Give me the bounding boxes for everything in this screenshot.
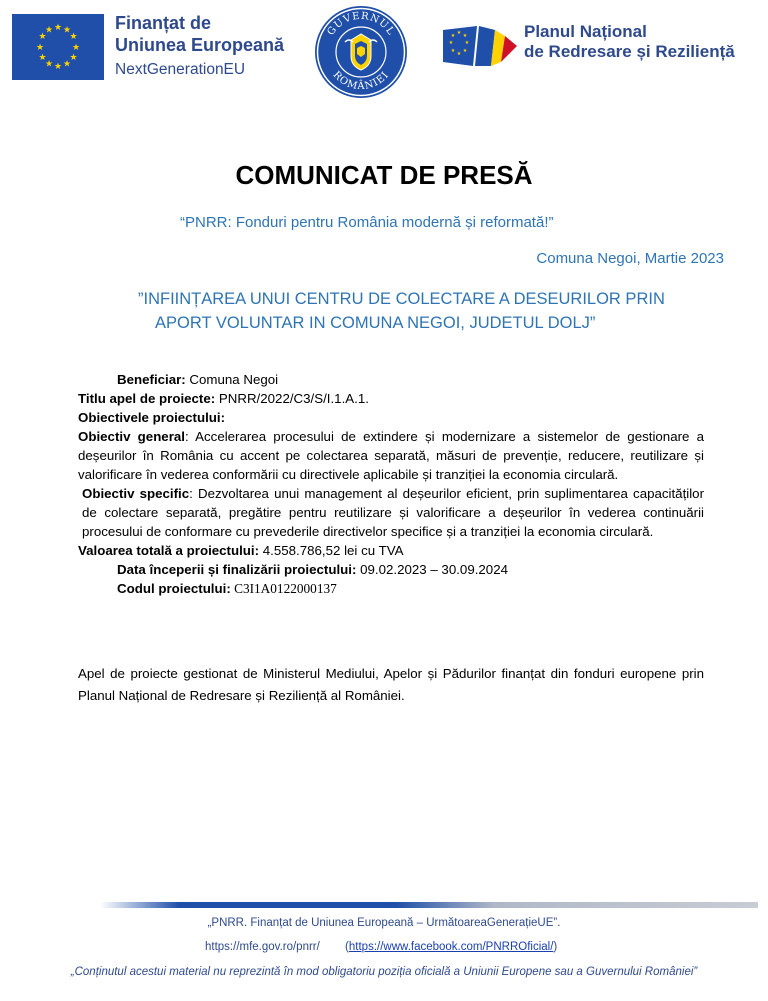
project-details [78,370,704,598]
closing-paragraph: Apel de proiecte gestionat de Ministerul Mediului, Apelor și Pădurilor finanțat din fonduri europene prin Planul Național de Redresare și Reziliență al României. [78,666,704,703]
svg-text:★: ★ [38,53,47,63]
press-release-subtitle: “PNRR: Fonduri pentru România modernă și reformată!” [180,214,554,231]
svg-text:★: ★ [53,23,63,33]
general-objective-paragraph [78,427,704,484]
project-title [100,287,740,335]
dates-value: 09.02.2023 – 30.09.2024 [356,562,508,577]
eu-funding-line3: NextGenerationEU [115,61,246,78]
svg-text:★: ★ [450,48,456,54]
location-date: Comuna Negoi, Martie 2023 [536,250,724,267]
footer-slogan: „PNRR. Finanțat de Uniunea Europeană – UrmătoareaGenerațieUE”. [207,917,561,929]
svg-text:★: ★ [462,33,468,39]
svg-text:ROMÂNIEI: ROMÂNIEI [330,69,392,93]
dates-label: Data începerii și finalizării proiectului: [117,562,357,577]
svg-text:★: ★ [450,33,456,39]
pnrr-logo-icon [443,22,517,70]
svg-text:★: ★ [35,43,45,53]
call-title-label: Titlu apel de proiecte: [78,391,216,406]
project-code-row [78,579,704,598]
svg-text:★: ★ [456,30,462,36]
project-title-line1: ”INFIINȚAREA UNUI CENTRU DE COLECTARE A DESEURILOR PRIN [138,290,665,308]
eu-funding-text [115,12,305,82]
total-value: 4.558.786,52 lei cu TVA [259,543,404,558]
facebook-link-open: ( [345,941,349,953]
press-release-title: COMUNICAT DE PRESĂ [235,160,533,190]
call-title-value: PNRR/2022/C3/S/I.1.A.1. [215,391,369,406]
svg-text:★: ★ [53,62,63,72]
svg-text:★: ★ [464,40,470,46]
svg-text:GUVERNUL: GUVERNUL [325,10,397,38]
footer-disclaimer: „Conținutul acestui material nu reprezintă în mod obligatoriu poziția oficială a Uniunii Europene sau a Guvernului României” [70,966,698,978]
beneficiary-row [78,370,704,389]
svg-text:★: ★ [62,25,72,36]
svg-text:★: ★ [62,59,72,70]
eu-funding-line2: Uniunea Europeană [115,35,285,55]
objectives-label: Obiectivele proiectului: [78,410,226,425]
footer-links [205,941,557,953]
eu-flag-icon [12,14,104,80]
svg-text:★: ★ [462,48,468,54]
svg-text:★: ★ [448,40,454,46]
specific-objective-label: Obiectiv specific [82,486,190,501]
project-code-label: Codul proiectului: [117,581,231,596]
specific-objective-paragraph [78,484,704,541]
footer-divider [100,902,758,908]
eu-funding-line1: Finanțat de [115,13,212,33]
objectives-row [78,408,704,427]
beneficiary-value: Comuna Negoi [185,372,279,387]
svg-text:★: ★ [456,51,462,57]
svg-text:★: ★ [38,32,47,42]
general-objective-label: Obiectiv general [78,429,185,444]
project-title-line2: APORT VOLUNTAR IN COMUNA NEGOI, JUDETUL DOLJ” [155,314,596,332]
general-objective-text: : Accelerarea procesului de extindere și modernizare a sistemelor de gestionare a deșeurilor în România cu accent pe colectarea separată, măsuri de prevenție, reducere, reutilizare și valorificare în vederea conformării cu directivele aplicabile și tranziției la economia circulară. [78,429,705,482]
svg-text:★: ★ [44,25,54,36]
facebook-link-close: ) [553,941,558,953]
pnrr-line2: de Redresare și Reziliență [524,42,735,61]
call-title-row [78,389,704,408]
total-value-label: Valoarea totală a proiectului: [78,543,260,558]
total-value-row [78,541,704,560]
mfe-link[interactable]: https://mfe.gov.ro/pnrr/ [205,941,320,953]
svg-text:★: ★ [69,53,78,63]
project-code-value: C3I1A0122000137 [230,581,337,596]
svg-text:★: ★ [69,32,78,42]
pnrr-title-text [524,22,764,62]
romanian-government-seal [313,4,409,100]
svg-text:★: ★ [71,43,81,53]
specific-objective-text: : Dezvoltarea unui management al deșeurilor eficient, prin suplimentarea capacităților de colectare separată, pregătire pentru reutilizare și valorificare a deșeurilor în vederea continuării procesului de conformare cu prevederile directivelor specifice și a tranziției la economia circulară. [82,486,705,539]
dates-row [78,560,704,579]
pnrr-line1: Planul Național [524,22,647,41]
beneficiary-label: Beneficiar: [117,372,186,387]
facebook-link[interactable]: https://www.facebook.com/PNRROficial/ [348,941,554,953]
svg-text:★: ★ [44,59,54,70]
